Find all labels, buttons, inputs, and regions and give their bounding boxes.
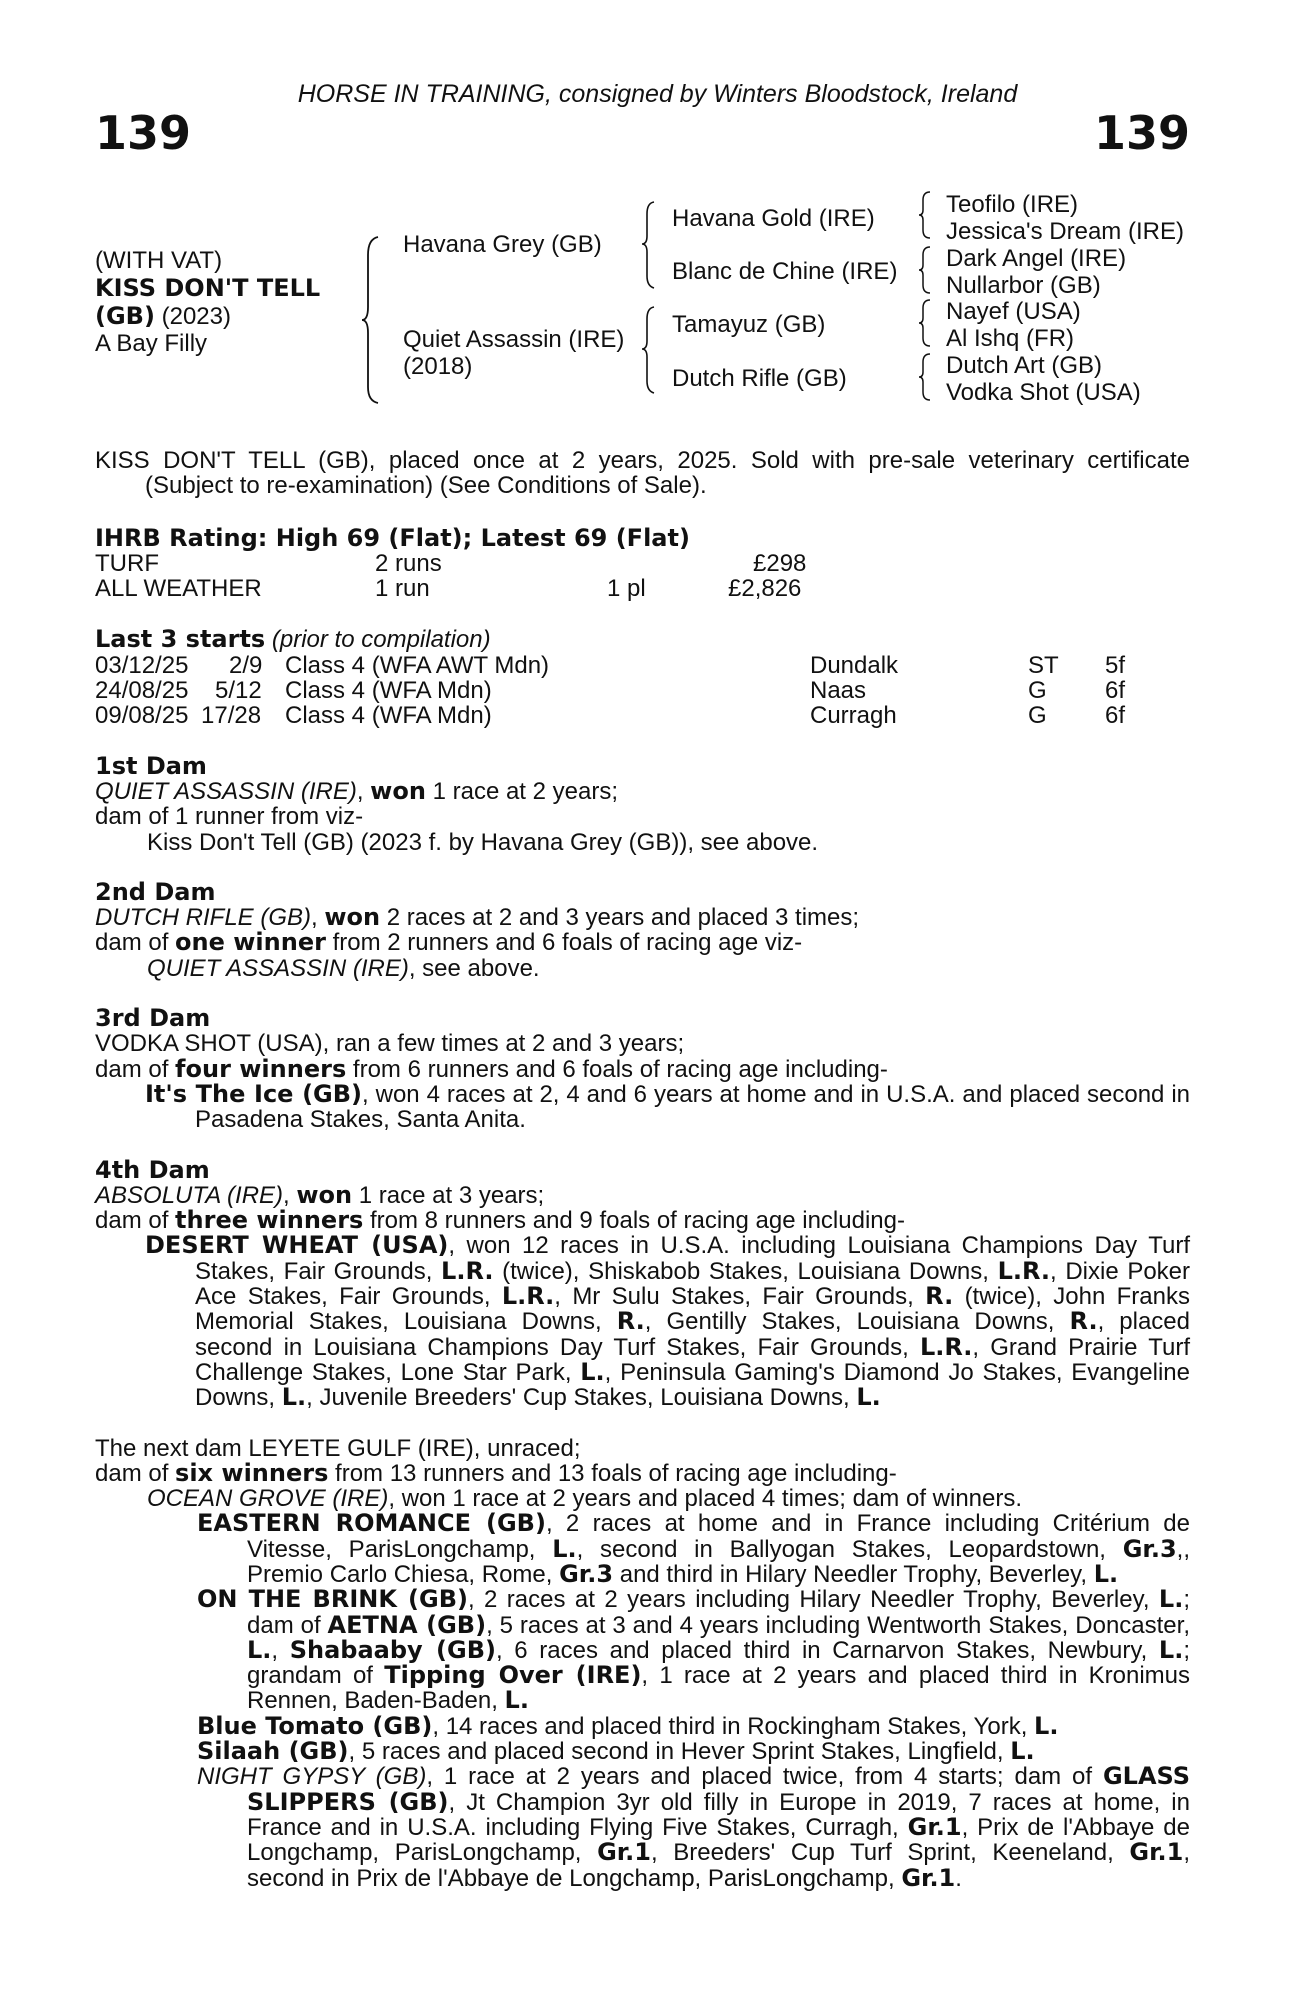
pedigree-dss: Nayef (USA) bbox=[946, 298, 1081, 325]
dam4-title: 4th Dam bbox=[95, 1155, 210, 1184]
pedigree-ddd: Vodka Shot (USA) bbox=[946, 379, 1141, 406]
pedigree-brace-ds bbox=[917, 298, 935, 348]
night-gypsy-record: NIGHT GYPSY (GB), 1 race at 2 years and placed twice, from 4 starts; dam of GLASS SLIPPERS (GB), Jt Champion 3yr old filly in Europe in 2019, 7 races at home, in France and in U.S.A. including Flying Five Stakes, Curragh, Gr.1, Prix de l'Abbaye de Longchamp, ParisLongchamp, Gr.1, Breeders' Cup Turf Sprint, Keeneland, Gr.1, second in Prix de l'Abbaye de Longchamp, ParisLongchamp, Gr.1. bbox=[197, 1762, 1191, 1892]
desert-wheat-record: DESERT WHEAT (USA), won 12 races in U.S.A. including Louisiana Champions Day Turf Stakes, Fair Grounds, L.R. (twice), Shiskabob Stakes, Louisiana Downs, L.R., Dixie Poker Ace Stakes, Fair Grounds, L.R., Mr Sulu Stakes, Fair Grounds, R. (twice), John Franks Memorial Stakes, Louisiana Downs, R., Gentilly Stakes, Louisiana Downs, R., placed second in Louisiana Champions Day Turf Stakes, Fair Grounds, L.R., Grand Prairie Turf Challenge Stakes, Lone Star Park, L., Peninsula Gaming's Diamond Jo Stakes, Evangeline Downs, L., Juvenile Breeders' Cup Stakes, Louisiana Downs, L. bbox=[145, 1231, 1191, 1412]
rating-row: ALL WEATHER 1 run 1 pl £2,826 bbox=[95, 575, 802, 603]
starts-title: Last 3 starts bbox=[95, 625, 266, 654]
lot-number-right: 139 bbox=[1093, 106, 1190, 160]
pedigree-dds: Dutch Art (GB) bbox=[946, 352, 1103, 379]
pedigree-brace-dam bbox=[640, 305, 660, 395]
lot-number-left: 139 bbox=[95, 106, 192, 160]
catalogue-body: KISS DON'T TELL (GB), placed once at 2 years, 2025. Sold with pre-sale veterinary certificate (Subject to re-examination) (See Conditions of Sale). IHRB Rating: High 69 (Flat); Latest 69 (Flat) TURF 2 runs £298 ALL WEATHER 1 run 1 pl £2,826 Last 3 starts (prior to compilation) 03/12/25 2/9 Class 4 (WFA AWT Mdn) Dundalk ST 5f 24/08/25 5/12 Class 4 (WFA Mdn) Naas G 6f 09/08/25 17/28 Class 4 (WFA Mdn) Curragh G 6f 1st Dam QUIET ASSASSIN (IRE), won 1 race at 2 years; dam of 1 runner from viz- Kiss Don't Tell (GB) (2023 f. by Havana Grey (GB)), see above. 2nd Dam DUTCH RIFLE (GB), won 2 races at 2 and 3 years and placed 3 times; dam of one winner from 2 runners and 6 foals of racing age viz- QUIET ASSASSIN (IRE), see above. 3rd Dam VODKA SHOT (USA), ran a few times at 2 and 3 years; dam of four winners from 6 runners and 6 foals of racing age including- It's The Ice (GB), won 4 races at 2, 4 and 6 years at home and in U.S.A. and placed second in Pasadena Stakes, Santa Anita. 4th Dam ABSOLUTA (IRE), won 1 race at 3 years; dam of three winners from 8 runners and 9 foals of racing age including- DESERT WHEAT (USA), won 12 races in U.S.A. including Louisiana Champions Day Turf Stakes, Fair Grounds, L.R. (twice), Shiskabob Stakes, Louisiana Downs, L.R., Dixie Poker Ace Stakes, Fair Grounds, L.R., Mr Sulu Stakes, Fair Grounds, R. (twice), John Franks Memorial Stakes, Louisiana Downs, R., Gentilly Stakes, Louisiana Downs, R., placed second in Louisiana Champions Day Turf Stakes, Fair Grounds, L.R., Grand Prairie Turf Challenge Stakes, Lone Star Park, L., Peninsula Gaming's Diamond Jo Stakes, Evangeline Downs, L., Juvenile Breeders' Cup Stakes, Louisiana Downs, L. The next dam LEYETE GULF (IRE), unraced; dam of six winners from 13 runners and 13 foals of racing age including- OCEAN GROVE (IRE), won 1 race at 2 years and placed 4 times; dam of winners. EASTERN ROMANCE (GB), 2 races at home and in France including Critérium de Vitesse, ParisLongchamp, L., second in Ballyogan Stakes, Leopardstown, Gr.3,, Premio Carlo Chiesa, Rome, Gr.3 and third in Hilary Needler Trophy, Beverley, L. ON THE BRINK (GB), 2 races at 2 years including Hilary Needler Trophy, Beverley, L.; dam of AETNA (GB), 5 races at 3 and 4 years including Wentworth Stakes, Doncaster, L., Shabaaby (GB), 6 races and placed third in Carnarvon Stakes, Newbury, L.; grandam of Tipping Over (IRE), 1 race at 2 years and placed third in Kronimus Rennen, Baden-Baden, L. Blue Tomato (GB), 14 races and placed third in Rockingham Stakes, York, L. Silaah (GB), 5 races and placed second in Hever Sprint Stakes, Lingfield, L. NIGHT GYPSY (GB), 1 race at 2 years and placed twice, from 4 starts; dam of GLASS SLIPPERS (GB), Jt Champion 3yr old filly in Europe in 2019, 7 races at home, in France and in U.S.A. including Flying Five Stakes, Curragh, Gr.1, Prix de l'Abbaye de Longchamp, ParisLongchamp, Gr.1, Breeders' Cup Turf Sprint, Keeneland, Gr.1, second in Prix de l'Abbaye de Longchamp, ParisLongchamp, Gr.1. bbox=[95, 447, 1191, 1892]
horse-country: (GB) bbox=[95, 301, 155, 330]
horse-year: (2023) bbox=[161, 302, 231, 330]
pedigree-dsd: Al Ishq (FR) bbox=[946, 325, 1075, 352]
horse-description: A Bay Filly bbox=[95, 329, 208, 357]
dam3-title: 3rd Dam bbox=[95, 1004, 211, 1033]
page-header: HORSE IN TRAINING, consigned by Winters Bloodstock, Ireland bbox=[297, 80, 1018, 108]
blue-tomato-record: Blue Tomato (GB), 14 races and placed third in Rockingham Stakes, York, L. bbox=[197, 1711, 1059, 1740]
horse-identity bbox=[95, 248, 320, 358]
dam2-title: 2nd Dam bbox=[95, 877, 216, 906]
next-dam-line: The next dam LEYETE GULF (IRE), unraced; bbox=[95, 1434, 581, 1462]
start-row: 09/08/25 17/28 Class 4 (WFA Mdn) Curragh G 6f bbox=[95, 702, 1126, 730]
pedigree-sss: Teofilo (IRE) bbox=[946, 191, 1079, 218]
pedigree-brace-sd bbox=[917, 245, 935, 295]
start-row: 03/12/25 2/9 Class 4 (WFA AWT Mdn) Dundalk ST 5f bbox=[95, 651, 1126, 679]
dam1-title: 1st Dam bbox=[95, 751, 207, 780]
pedigree-dam-dam: Dutch Rifle (GB) bbox=[672, 365, 847, 392]
pedigree-brace-main bbox=[360, 235, 384, 405]
pedigree-brace-sire bbox=[640, 200, 660, 290]
silaah-record: Silaah (GB), 5 races and placed second in Hever Sprint Stakes, Lingfield, L. bbox=[197, 1737, 1035, 1766]
pedigree-dam bbox=[403, 327, 624, 381]
pedigree-ssd: Jessica's Dream (IRE) bbox=[946, 218, 1184, 245]
pedigree-sdd: Nullarbor (GB) bbox=[946, 272, 1101, 299]
eastern-romance-record: EASTERN ROMANCE (GB), 2 races at home and in France including Critérium de Vitesse, ParisLongchamp, L., second in Ballyogan Stakes, Leopardstown, Gr.3,, Premio Carlo Chiesa, Rome, Gr.3 and third in Hilary Needler Trophy, Beverley, L. bbox=[197, 1509, 1190, 1588]
pedigree-sire-sire: Havana Gold (IRE) bbox=[672, 205, 875, 232]
summary-text: KISS DON'T TELL (GB), placed once at 2 years, 2025. Sold with pre-sale veterinary certificate (Subject to re-examination) (See Conditions of Sale). bbox=[95, 447, 1190, 500]
pedigree-dam-sire: Tamayuz (GB) bbox=[672, 311, 826, 338]
start-row: 24/08/25 5/12 Class 4 (WFA Mdn) Naas G 6f bbox=[95, 677, 1126, 705]
pedigree-brace-dd bbox=[917, 352, 935, 402]
rating-title: IHRB Rating: High 69 (Flat); Latest 69 (Flat) bbox=[95, 523, 690, 552]
pedigree-sds: Dark Angel (IRE) bbox=[946, 245, 1127, 272]
horse-name: KISS DON'T TELL bbox=[95, 273, 321, 302]
vat-label: (WITH VAT) bbox=[95, 247, 223, 274]
pedigree-sire: Havana Grey (GB) bbox=[403, 231, 602, 258]
pedigree-dam-year: (2018) bbox=[403, 352, 473, 380]
starts-note: (prior to compilation) bbox=[271, 626, 491, 654]
pedigree-dam-name: Quiet Assassin (IRE) bbox=[403, 326, 625, 353]
rating-row: TURF 2 runs £298 bbox=[95, 549, 807, 577]
pedigree-sire-dam: Blanc de Chine (IRE) bbox=[672, 258, 898, 285]
on-the-brink-record: ON THE BRINK (GB), 2 races at 2 years including Hilary Needler Trophy, Beverley, L.; dam of AETNA (GB), 5 races at 3 and 4 years including Wentworth Stakes, Doncaster, L., Shabaaby (GB), 6 races and placed third in Carnarvon Stakes, Newbury, L.; grandam of Tipping Over (IRE), 1 race at 2 years and placed third in Kronimus Rennen, Baden-Baden, L. bbox=[197, 1585, 1191, 1715]
pedigree-brace-ss bbox=[917, 190, 935, 240]
